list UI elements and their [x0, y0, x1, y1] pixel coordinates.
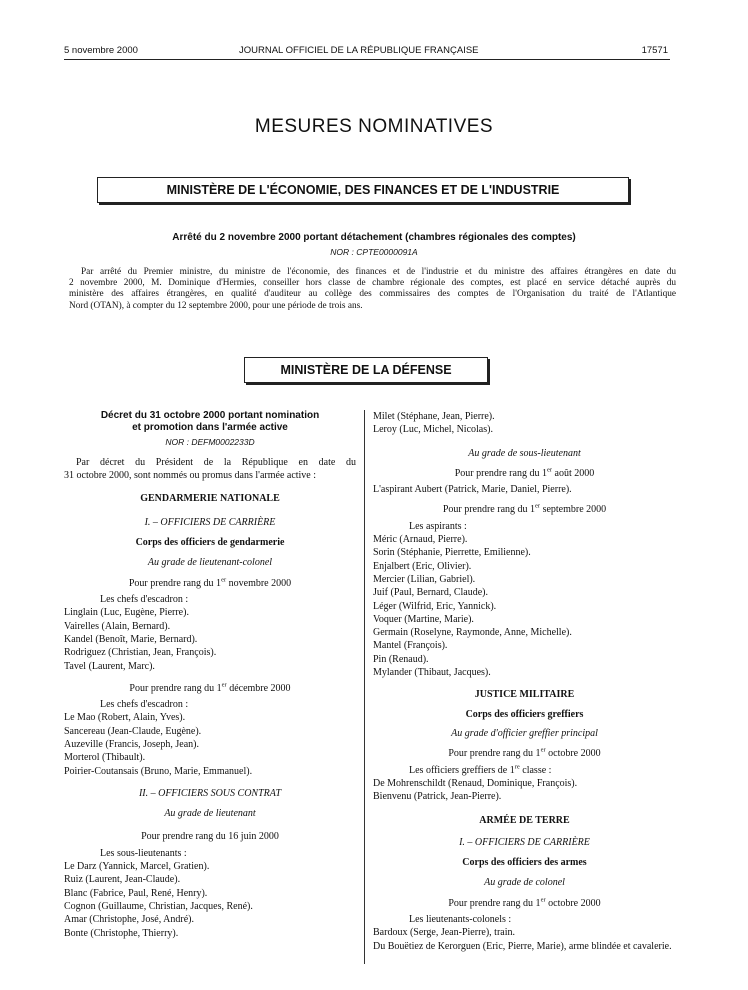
rang-sup: er: [221, 681, 227, 689]
heading-justice-militaire: JUSTICE MILITAIRE: [474, 689, 575, 701]
section-officiers-sous-contrat: II. – OFFICIERS SOUS CONTRAT: [138, 787, 282, 799]
list-item: De Mohrenschildt (Renaud, Dominique, François).: [373, 777, 578, 789]
rang-decembre: [64, 682, 356, 695]
rang-sup: er: [540, 896, 546, 904]
heading-armee-de-terre: ARMÉE DE TERRE: [479, 815, 570, 827]
rang-text: Pour prendre rang du 1: [448, 897, 541, 909]
list-item: Mantel (François).: [373, 640, 448, 652]
rang-sup: er: [535, 503, 541, 511]
header-page-number: 17571: [641, 45, 668, 56]
rang-sup: er: [221, 576, 227, 584]
header-rule: [64, 59, 670, 60]
rang-octobre-2: [373, 897, 676, 910]
rang-text: septembre 2000: [540, 504, 607, 516]
list-item: Cognon (Guillaume, Christian, Jacques, René).: [64, 901, 253, 913]
arrete-nor: NOR : CPTE0000091A: [330, 247, 418, 257]
ministry-economie-title: MINISTÈRE DE L'ÉCONOMIE, DES FINANCES ET DE L'INDUSTRIE: [166, 183, 560, 197]
section-officiers-carriere: I. – OFFICIERS DE CARRIÈRE: [144, 516, 276, 528]
grade-sous-lieutenant: Au grade de sous-lieutenant: [468, 447, 581, 459]
list-item: Du Bouëtiez de Kerorguen (Eric, Pierre, Marie), arme blindée et cavalerie.: [373, 940, 672, 952]
grade-lieutenant-colonel: Au grade de lieutenant-colonel: [147, 557, 273, 569]
lt-colonels-label: Les lieutenants-colonels :: [409, 913, 512, 925]
list-item: Le Mao (Robert, Alain, Yves).: [64, 712, 186, 724]
decret-title-line1: Décret du 31 octobre 2000 portant nomination: [100, 410, 320, 421]
rang-octobre-1: [373, 747, 676, 760]
rang-text: Pour prendre rang du 1: [129, 682, 222, 694]
list-item: Pin (Renaud).: [373, 653, 429, 665]
list-item: Amar (Christophe, José, André).: [64, 914, 194, 926]
list-item: Sorin (Stéphanie, Pierrette, Emilienne).: [373, 547, 531, 559]
list-item: Morterol (Thibault).: [64, 752, 146, 764]
decret-intro-line1: Par décret du Président de la République en date du: [76, 457, 356, 468]
rang-text: août 2000: [552, 467, 595, 479]
list-item: Mylander (Thibaut, Jacques).: [373, 667, 491, 679]
list-item: Germain (Roselyne, Raymonde, Anne, Michelle).: [373, 627, 572, 639]
rang-sup: er: [546, 466, 553, 474]
list-item: Bienvenu (Patrick, Jean-Pierre).: [373, 791, 502, 803]
ministry-economie-box: [97, 177, 629, 203]
corps-officiers-greffiers: Corps des officiers greffiers: [465, 708, 584, 720]
sous-lieutenants: Les sous-lieutenants :: [100, 847, 187, 859]
ministry-defense-title: MINISTÈRE DE LA DÉFENSE: [280, 363, 452, 377]
page-title: MESURES NOMINATIVES: [254, 116, 494, 137]
rang-text: novembre 2000: [226, 577, 292, 589]
left-column: [64, 410, 356, 940]
arrete-body: [69, 267, 676, 312]
list-item: Vairelles (Alain, Bernard).: [64, 620, 171, 632]
header-date: 5 novembre 2000: [64, 45, 138, 56]
list-item: Bardoux (Serge, Jean-Pierre), train.: [373, 927, 515, 939]
grade-colonel: Au grade de colonel: [484, 877, 565, 889]
rang-text: Pour prendre rang du 1: [448, 748, 541, 760]
list-item: Linglain (Luc, Eugène, Pierre).: [64, 607, 189, 619]
ministry-defense-box: [244, 357, 488, 383]
rang-sup: er: [540, 746, 546, 754]
header-journal: JOURNAL OFFICIEL DE LA RÉPUBLIQUE FRANÇAISE: [239, 45, 479, 56]
rang-novembre: [64, 577, 356, 590]
list-item: Kandel (Benoît, Marie, Bernard).: [64, 633, 198, 645]
list-item: Blanc (Fabrice, Paul, René, Henry).: [64, 887, 208, 899]
rang-text: décembre 2000: [226, 682, 291, 694]
decret-nor: NOR : DEFM0002233D: [165, 437, 255, 447]
corps-officiers-armes: Corps des officiers des armes: [462, 857, 587, 869]
greffiers-sup: re: [514, 763, 520, 771]
list-item: Enjalbert (Eric, Olivier).: [373, 560, 472, 572]
greffiers-text: Les officiers greffiers de 1: [409, 764, 515, 776]
arrete-line: Par arrêté du Premier ministre, du ministre de l'économie, des finances et de l'industrie et du ministre des affaires étrangères en date du: [81, 267, 676, 277]
heading-gendarmerie: GENDARMERIE NATIONALE: [140, 492, 280, 504]
decret-title-line2: et promotion dans l'armée active: [132, 422, 288, 433]
list-item: Tavel (Laurent, Marc).: [64, 660, 155, 672]
list-item: Juif (Paul, Bernard, Claude).: [373, 587, 488, 599]
list-item: Léger (Wilfrid, Eric, Yannick).: [373, 600, 497, 612]
rang-text: Pour prendre rang du 1: [442, 504, 536, 516]
rang-juin: Pour prendre rang du 16 juin 2000: [141, 830, 279, 842]
list-item: Mercier (Lilian, Gabriel).: [373, 573, 476, 585]
grade-greffier-principal: Au grade d'officier greffier principal: [451, 727, 598, 739]
list-item: Leroy (Luc, Michel, Nicolas).: [373, 424, 493, 436]
arrete-title: Arrêté du 2 novembre 2000 portant détachement (chambres régionales des comptes): [172, 232, 576, 243]
greffiers-text: classe :: [519, 764, 552, 776]
rang-text: Pour prendre rang du 1: [454, 467, 547, 479]
rang-septembre: [373, 503, 676, 516]
decret-intro-line2: 31 octobre 2000, sont nommés ou promus dans l'armée active :: [64, 470, 317, 482]
right-column: [373, 410, 676, 953]
corps-officiers-gendarmerie: Corps des officiers de gendarmerie: [135, 537, 285, 549]
aspirants-label: Les aspirants :: [409, 520, 467, 532]
rang-text: octobre 2000: [545, 748, 601, 760]
list-item: Sancereau (Jean-Claude, Eugène).: [64, 725, 202, 737]
aspirant-aubert: L'aspirant Aubert (Patrick, Marie, Daniel, Pierre).: [373, 484, 572, 496]
list-item: Ruiz (Laurent, Jean-Claude).: [64, 874, 181, 886]
list-item: Auzeville (Francis, Joseph, Jean).: [64, 739, 199, 751]
list-item: Méric (Arnaud, Pierre).: [373, 534, 468, 546]
grade-lieutenant: Au grade de lieutenant: [164, 808, 256, 820]
list-item: Voquer (Martine, Marie).: [373, 613, 474, 625]
arrete-line: Nord (OTAN), à compter du 12 septembre 2000, pour une période de trois ans.: [69, 300, 363, 311]
chefs-escadron-2: Les chefs d'escadron :: [100, 699, 189, 711]
rang-text: Pour prendre rang du 1: [128, 577, 222, 589]
chefs-escadron-1: Les chefs d'escadron :: [100, 594, 189, 606]
list-item: Milet (Stéphane, Jean, Pierre).: [373, 411, 495, 422]
greffiers-label: [373, 764, 676, 777]
arrete-line: ministère des affaires étrangères, en qualité d'auditeur au collège des commissaires des comptes de l'Organisation du traité de l'Atlantique: [69, 289, 676, 300]
section-armee-officiers-carriere: I. – OFFICIERS DE CARRIÈRE: [459, 836, 590, 848]
list-item: Poirier-Coutansais (Bruno, Marie, Emmanuel).: [64, 765, 253, 777]
rang-aout: [373, 467, 676, 480]
column-divider: [364, 410, 365, 964]
list-item: Le Darz (Yannick, Marcel, Gratien).: [64, 861, 210, 873]
rang-text: octobre 2000: [545, 897, 601, 909]
list-item: Rodriguez (Christian, Jean, François).: [64, 647, 217, 659]
list-item: Bonte (Christophe, Thierry).: [64, 927, 179, 939]
arrete-line: 2 novembre 2000, M. Dominique d'Hermies, conseiller hors classe de chambre régionale des comptes, est placé en service détaché auprès du: [69, 278, 676, 289]
